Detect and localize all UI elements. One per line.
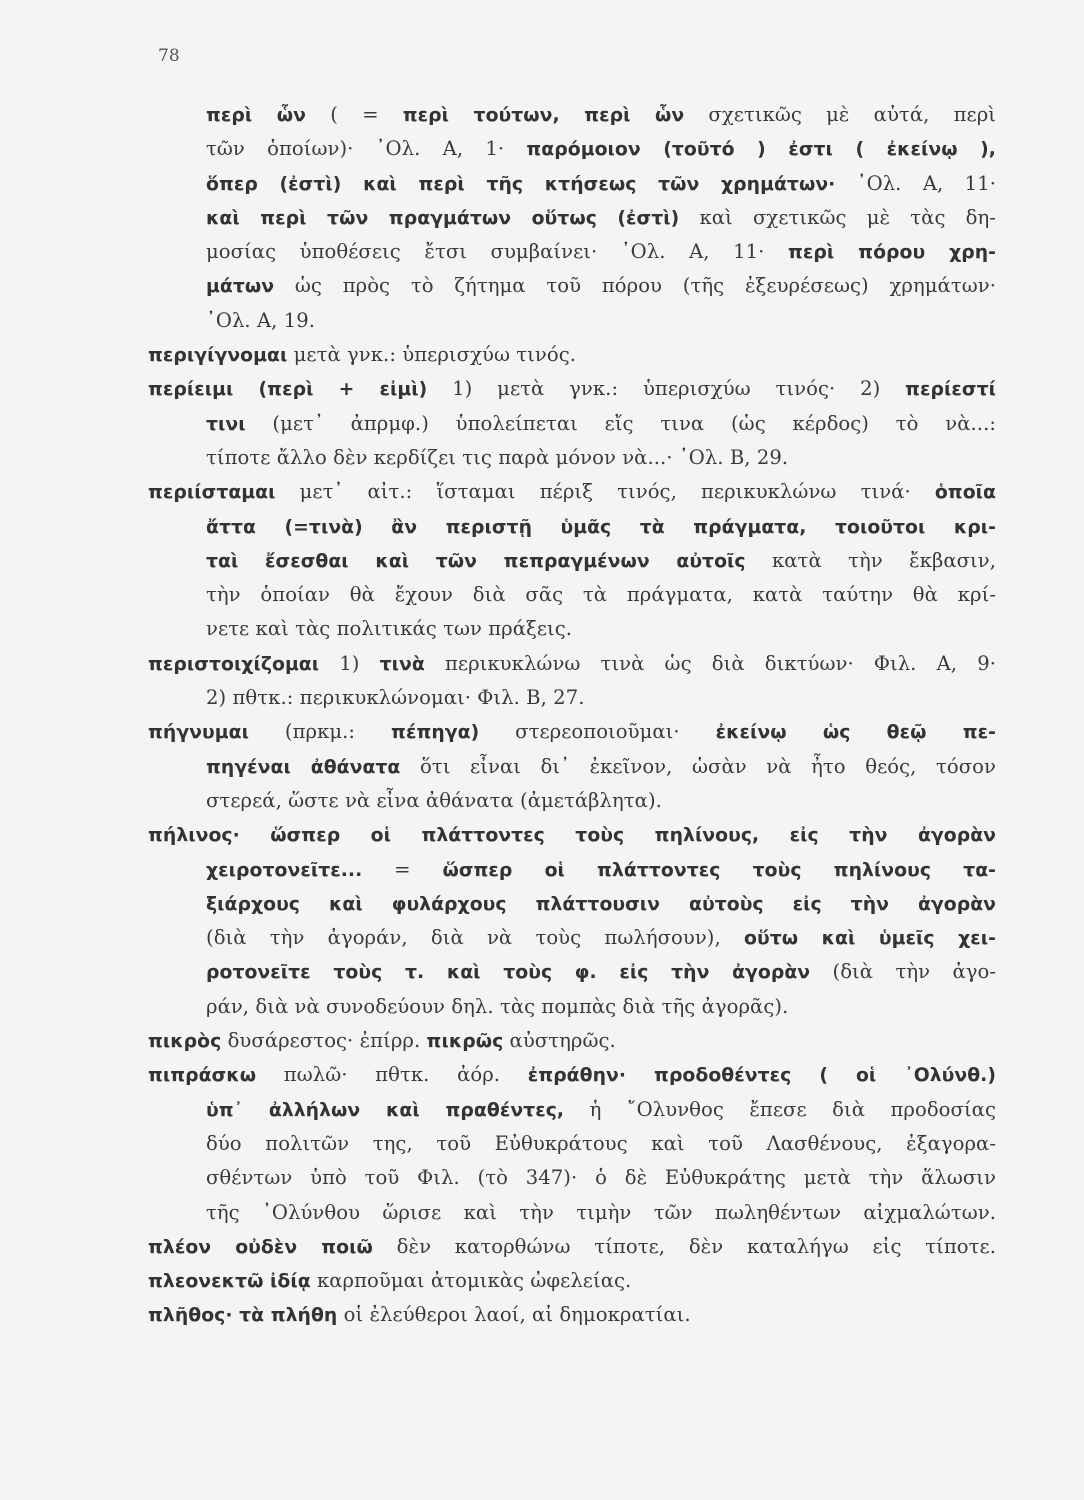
text-segment: 2) πθτκ.: περικυκλώνομαι· Φιλ. Β, 27. <box>206 686 585 710</box>
text-line <box>148 132 996 166</box>
text-segment: περικυκλώνω τινὰ ὡς διὰ δικτύων· Φιλ. Α, 9· <box>424 651 996 675</box>
text-segment: πωλῶ· πθτκ. ἀόρ. <box>256 1063 528 1087</box>
text-line <box>148 1127 996 1161</box>
bold-term: οὕτω καὶ ὑμεῖς χει- <box>744 928 996 950</box>
bold-term: περίειμι (περὶ + εἰμὶ) <box>148 379 428 401</box>
text-line <box>148 1230 996 1264</box>
bold-term: τινι <box>206 413 246 435</box>
text-line <box>148 647 996 681</box>
bold-term: πικρὸς <box>148 1031 222 1053</box>
text-line <box>148 544 996 578</box>
bold-term: ὑπ᾿ ἀλλήλων καὶ πραθέντες, <box>206 1099 565 1121</box>
text-line <box>148 887 996 921</box>
text-line <box>148 1093 996 1127</box>
text-segment: (μετ᾿ ἀπρμφ.) ὑπολείπεται εἴς τινα (ὡς κέρδος) τὸ νὰ...: <box>245 411 996 435</box>
bold-term: ξιάρχους καὶ φυλάρχους πλάττουσιν αὐτοὺς εἰς τὴν ἀγορὰν <box>206 893 996 915</box>
bold-term: πηγέναι ἀθάνατα <box>206 756 401 778</box>
bold-term: παρόμοιον (τοῦτό ) ἐστι ( ἐκείνῳ ), <box>526 139 996 161</box>
text-line <box>148 681 996 715</box>
text-line <box>148 235 996 269</box>
text-line <box>148 818 996 852</box>
text-segment: τὴν ὁποίαν θὰ ἔχουν διὰ σᾶς τὰ πράγματα, κατὰ ταύτην θὰ κρί- <box>206 583 996 607</box>
text-segment: ὡς πρὸς τὸ ζήτημα τοῦ πόρου (τῆς ἐξευρέσεως) χρημάτων· <box>274 274 996 298</box>
text-segment: οἱ ἐλεύθεροι λαοί, αἱ δημοκρατίαι. <box>337 1303 691 1327</box>
text-segment: ράν, διὰ νὰ συνοδεύουν δηλ. τὰς πομπὰς διὰ τῆς ἀγορᾶς). <box>206 994 789 1018</box>
text-segment: = <box>362 857 443 881</box>
text-segment: αὐστηρῶς. <box>503 1029 616 1053</box>
bold-term: πικρῶς <box>426 1031 504 1053</box>
text-segment: ὅτι εἶναι δι᾿ ἐκεῖνον, ὡσὰν νὰ ἦτο θεός, τόσον <box>400 754 996 778</box>
bold-term: ὅπερ (ἐστὶ) καὶ περὶ τῆς κτήσεως τῶν χρημάτων· <box>206 173 836 195</box>
text-segment: καὶ σχετικῶς μὲ τὰς δη- <box>679 205 996 229</box>
bold-term: περίεστί <box>905 379 996 401</box>
bold-term: ἐπράθην· προδοθέντες ( οἱ ᾿Ολύνθ.) <box>527 1065 996 1087</box>
bold-term: πλῆθος· τὰ πλήθη <box>148 1305 338 1327</box>
bold-term: περὶ πόρου χρη- <box>788 242 996 264</box>
text-line <box>148 1161 996 1195</box>
text-line <box>148 304 996 338</box>
text-line <box>148 407 996 441</box>
text-segment: κατὰ τὴν ἔκβασιν, <box>745 548 996 572</box>
bold-term: μάτων <box>206 276 275 298</box>
text-line <box>148 372 996 406</box>
bold-term: περιγίγνομαι <box>148 345 288 367</box>
page-number: 78 <box>158 46 180 66</box>
text-line <box>148 715 996 749</box>
bold-term: ροτονεῖτε τοὺς τ. καὶ τοὺς φ. εἰς τὴν ἀγορὰν <box>206 962 811 984</box>
text-line <box>148 921 996 955</box>
text-line <box>148 1196 996 1230</box>
bold-term: καὶ περὶ τῶν πραγμάτων οὕτως (ἐστὶ) <box>206 207 680 229</box>
text-segment: 1) μετὰ γνκ.: ὑπερισχύω τινός· 2) <box>427 377 906 401</box>
text-line <box>148 338 996 372</box>
bold-term: περὶ ὧν <box>206 105 306 126</box>
text-line <box>148 853 996 887</box>
text-segment: ἡ ῎Ολυνθος ἔπεσε διὰ προδοσίας <box>564 1097 996 1121</box>
text-segment: ᾿Ολ. Α, 11· <box>835 171 996 195</box>
bold-term: περιστοιχίζομαι <box>148 653 320 675</box>
text-line <box>148 1024 996 1058</box>
bold-term: πήγνυμαι <box>148 722 249 744</box>
text-line <box>148 167 996 201</box>
text-segment: δυσάρεστος· ἐπίρρ. <box>221 1029 427 1053</box>
text-line <box>148 1058 996 1092</box>
text-segment: τῶν ὁποίων)· ᾿Ολ. Α, 1· <box>206 137 527 161</box>
bold-term: ἐκείνῳ ὡς θεῷ πε- <box>715 722 996 744</box>
text-segment: δύο πολιτῶν της, τοῦ Εὐθυκράτους καὶ τοῦ Λασθένους, ἐξαγορα- <box>206 1131 996 1155</box>
text-line <box>148 1298 996 1332</box>
text-segment: ( = <box>306 103 403 126</box>
text-segment: μετ᾿ αἰτ.: ἵσταμαι πέριξ τινός, περικυκλώνω τινά· <box>275 480 935 504</box>
text-line <box>148 475 996 509</box>
bold-term: περὶ τούτων, περὶ ὧν <box>402 105 685 126</box>
bold-term: ὥσπερ οἱ πλάττοντες τοὺς πηλίνους τα- <box>442 859 996 881</box>
text-line <box>148 750 996 784</box>
bold-term: περιίσταμαι <box>148 482 276 504</box>
bold-term: πήλινος· ὥσπερ οἱ πλάττοντες τοὺς πηλίνους, εἰς τὴν ἀγορὰν <box>148 825 996 847</box>
text-line <box>148 510 996 544</box>
text-line <box>148 1264 996 1298</box>
text-line <box>148 98 996 132</box>
bold-term: πλέον οὐδὲν ποιῶ <box>148 1236 373 1258</box>
text-segment: τῆς ᾿Ολύνθου ὥρισε καὶ τὴν τιμὴν τῶν πωληθέντων αἰχμαλώτων. <box>206 1200 996 1224</box>
text-line <box>148 784 996 818</box>
text-segment: (διὰ τὴν ἀγο- <box>810 960 996 984</box>
bold-term: ὁποῖα <box>934 482 996 504</box>
bold-term: ταὶ ἔσεσθαι καὶ τῶν πεπραγμένων αὐτοῖς <box>206 550 746 572</box>
text-segment: στερεά, ὥστε νὰ εἶνα ἀθάνατα (ἀμετάβλητα). <box>206 788 662 812</box>
text-segment: 1) <box>319 651 380 675</box>
text-segment: δὲν κατορθώνω τίποτε, δὲν καταλήγω εἰς τίποτε. <box>372 1234 996 1258</box>
text-segment: καρποῦμαι ἀτομικὰς ὠφελείας. <box>310 1269 632 1293</box>
bold-term: ἄττα (=τινὰ) ἂν περιστῇ ὑμᾶς τὰ πράγματα, τοιοῦτοι κρι- <box>206 516 996 538</box>
text-segment: σχετικῶς μὲ αὐτά, περὶ <box>684 103 996 126</box>
text-line <box>148 612 996 646</box>
text-segment: (πρκμ.: <box>248 720 392 744</box>
bold-term: χειροτονεῖτε... <box>206 859 363 881</box>
text-line <box>148 441 996 475</box>
text-segment: στερεοποιοῦμαι· <box>479 720 716 744</box>
text-line <box>148 990 996 1024</box>
text-segment: μοσίας ὑποθέσεις ἔτσι συμβαίνει· ᾿Ολ. Α, 11· <box>206 240 789 264</box>
text-line <box>148 578 996 612</box>
bold-term: πέπηγα) <box>391 722 480 744</box>
text-segment: ᾿Ολ. Α, 19. <box>206 308 316 332</box>
text-segment: (διὰ τὴν ἀγοράν, διὰ νὰ τοὺς πωλήσουν), <box>206 926 745 950</box>
bold-term: τινὰ <box>379 653 425 675</box>
text-line <box>148 955 996 989</box>
dictionary-text-block <box>148 98 996 1333</box>
text-line <box>148 269 996 303</box>
text-segment: μετὰ γνκ.: ὑπερισχύω τινός. <box>287 343 577 367</box>
bold-term: πλεονεκτῶ ἰδίᾳ <box>148 1271 311 1293</box>
text-line <box>148 201 996 235</box>
text-segment: νετε καὶ τὰς πολιτικάς των πράξεις. <box>206 617 573 641</box>
text-segment: τίποτε ἄλλο δὲν κερδίζει τις παρὰ μόνον νὰ...· ᾿Ολ. Β, 29. <box>206 445 789 469</box>
bold-term: πιπράσκω <box>148 1065 257 1087</box>
text-segment: σθέντων ὑπὸ τοῦ Φιλ. (τὸ 347)· ὁ δὲ Εὐθυκράτης μετὰ τὴν ἅλωσιν <box>206 1166 996 1190</box>
